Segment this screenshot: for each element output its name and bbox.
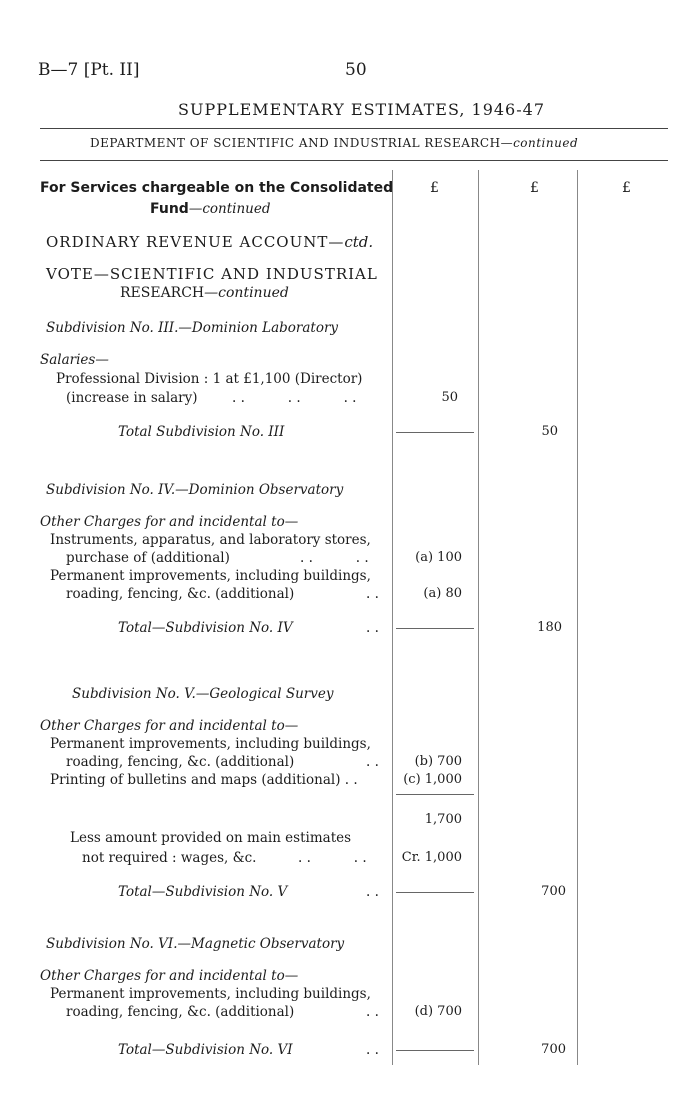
- sub4-item1-line1: Instruments, apparatus, and laboratory stores,: [50, 532, 371, 548]
- sub4-total-label: Total—Subdivision No. IV: [118, 620, 293, 636]
- sub4-item2-line2: roading, fencing, &c. (additional): [66, 586, 295, 602]
- sub4-category: Other Charges for and incidental to—: [40, 514, 299, 530]
- sub4-item2-line1: Permanent improvements, including buildings,: [50, 568, 371, 584]
- sub5-less-amount: Cr. 1,000: [401, 850, 462, 865]
- sub3-item-dots: . . . . . .: [232, 390, 357, 406]
- sub3-item-line2: (increase in salary): [66, 390, 198, 406]
- sub5-category: Other Charges for and incidental to—: [40, 718, 299, 734]
- department-heading: [90, 136, 578, 150]
- services-heading-line1: For Services chargeable on the Consolidated: [40, 180, 394, 196]
- services-continued: —continued: [188, 201, 271, 217]
- department-name: DEPARTMENT OF SCIENTIFIC AND INDUSTRIAL RESEARCH: [90, 136, 501, 150]
- sub3-category: Salaries—: [40, 352, 109, 368]
- vote-research: RESEARCH: [120, 285, 205, 301]
- sub5-subtotal: 1,700: [424, 812, 462, 827]
- services-heading-line2: [150, 198, 270, 217]
- vote-continued: —continued: [204, 285, 289, 301]
- sub3-total-label: Total Subdivision No. III: [118, 424, 285, 440]
- page-title: SUPPLEMENTARY ESTIMATES, 1946-47: [178, 100, 545, 119]
- column-header-2: £: [530, 180, 539, 196]
- sub3-item-line1: Professional Division : 1 at £1,100 (Director): [56, 371, 363, 387]
- sub3-total-rule: [396, 432, 474, 433]
- sub4-item2-amount: (a) 80: [423, 586, 462, 601]
- sub4-total-amount: 180: [537, 620, 562, 635]
- sub6-category: Other Charges for and incidental to—: [40, 968, 299, 984]
- sub4-item1-amount: (a) 100: [415, 550, 462, 565]
- sub6-total-amount: 700: [541, 1042, 566, 1057]
- sub5-heading: Subdivision No. V.—Geological Survey: [72, 686, 334, 702]
- page-ref-text: B—7 [Pt. II]: [38, 60, 140, 80]
- title-rule: [40, 128, 668, 129]
- sub6-item1-line1: Permanent improvements, including buildings,: [50, 986, 371, 1002]
- sub5-item2-amount: (c) 1,000: [403, 772, 462, 787]
- sub4-item1-line2: purchase of (additional): [66, 550, 230, 566]
- sub5-item1-amount: (b) 700: [414, 754, 462, 769]
- services-fund: Fund: [150, 201, 189, 217]
- sub6-total-label: Total—Subdivision No. VI: [118, 1042, 293, 1058]
- sub4-total-rule: [396, 628, 474, 629]
- sub5-subtotal-rule: [396, 794, 474, 795]
- column-header-1: £: [430, 180, 439, 196]
- column-header-3: £: [622, 180, 631, 196]
- sub5-item1-line2: roading, fencing, &c. (additional): [66, 754, 295, 770]
- account-heading: [46, 233, 373, 251]
- vote-heading-line2: [120, 285, 289, 301]
- sub5-less-line2: not required : wages, &c.: [82, 850, 257, 866]
- sub3-heading: Subdivision No. III.—Dominion Laboratory: [46, 320, 339, 336]
- account-continued: ctd.: [344, 233, 374, 251]
- sub4-item1-dots: . . . .: [300, 550, 369, 566]
- sub6-total-rule: [396, 1050, 474, 1051]
- sub3-total-amount: 50: [541, 424, 558, 439]
- sub5-total-amount: 700: [541, 884, 566, 899]
- column-rule-3: [577, 170, 578, 1065]
- sub5-item2-line: Printing of bulletins and maps (additional) . .: [50, 772, 358, 788]
- sub4-total-dots: . .: [366, 620, 379, 636]
- sub6-item1-dots: . .: [366, 1004, 379, 1020]
- sub5-less-dots: . . . .: [298, 850, 367, 866]
- column-rule-2: [478, 170, 479, 1065]
- page-ref: [38, 60, 140, 80]
- sub4-item2-dots: . .: [366, 586, 379, 602]
- sub5-item1-dots: . .: [366, 754, 379, 770]
- sub4-heading: Subdivision No. IV.—Dominion Observatory: [46, 482, 344, 498]
- sub5-total-rule: [396, 892, 474, 893]
- department-continued: —continued: [500, 136, 579, 150]
- sub6-item1-line2: roading, fencing, &c. (additional): [66, 1004, 295, 1020]
- sub3-item-amount: 50: [441, 390, 458, 405]
- sub6-total-dots: . .: [366, 1042, 379, 1058]
- sub6-item1-amount: (d) 700: [414, 1004, 462, 1019]
- sub5-total-label: Total—Subdivision No. V: [118, 884, 288, 900]
- account-label: ORDINARY REVENUE ACCOUNT—: [46, 233, 345, 251]
- sub5-item1-line1: Permanent improvements, including buildings,: [50, 736, 371, 752]
- page-number: 50: [345, 60, 367, 80]
- department-rule: [40, 160, 668, 161]
- column-rule-1: [392, 170, 393, 1065]
- sub5-total-dots: . .: [366, 884, 379, 900]
- sub5-less-line1: Less amount provided on main estimates: [70, 830, 352, 846]
- sub6-heading: Subdivision No. VI.—Magnetic Observatory: [46, 936, 345, 952]
- vote-heading-line1: VOTE—SCIENTIFIC AND INDUSTRIAL: [46, 265, 378, 283]
